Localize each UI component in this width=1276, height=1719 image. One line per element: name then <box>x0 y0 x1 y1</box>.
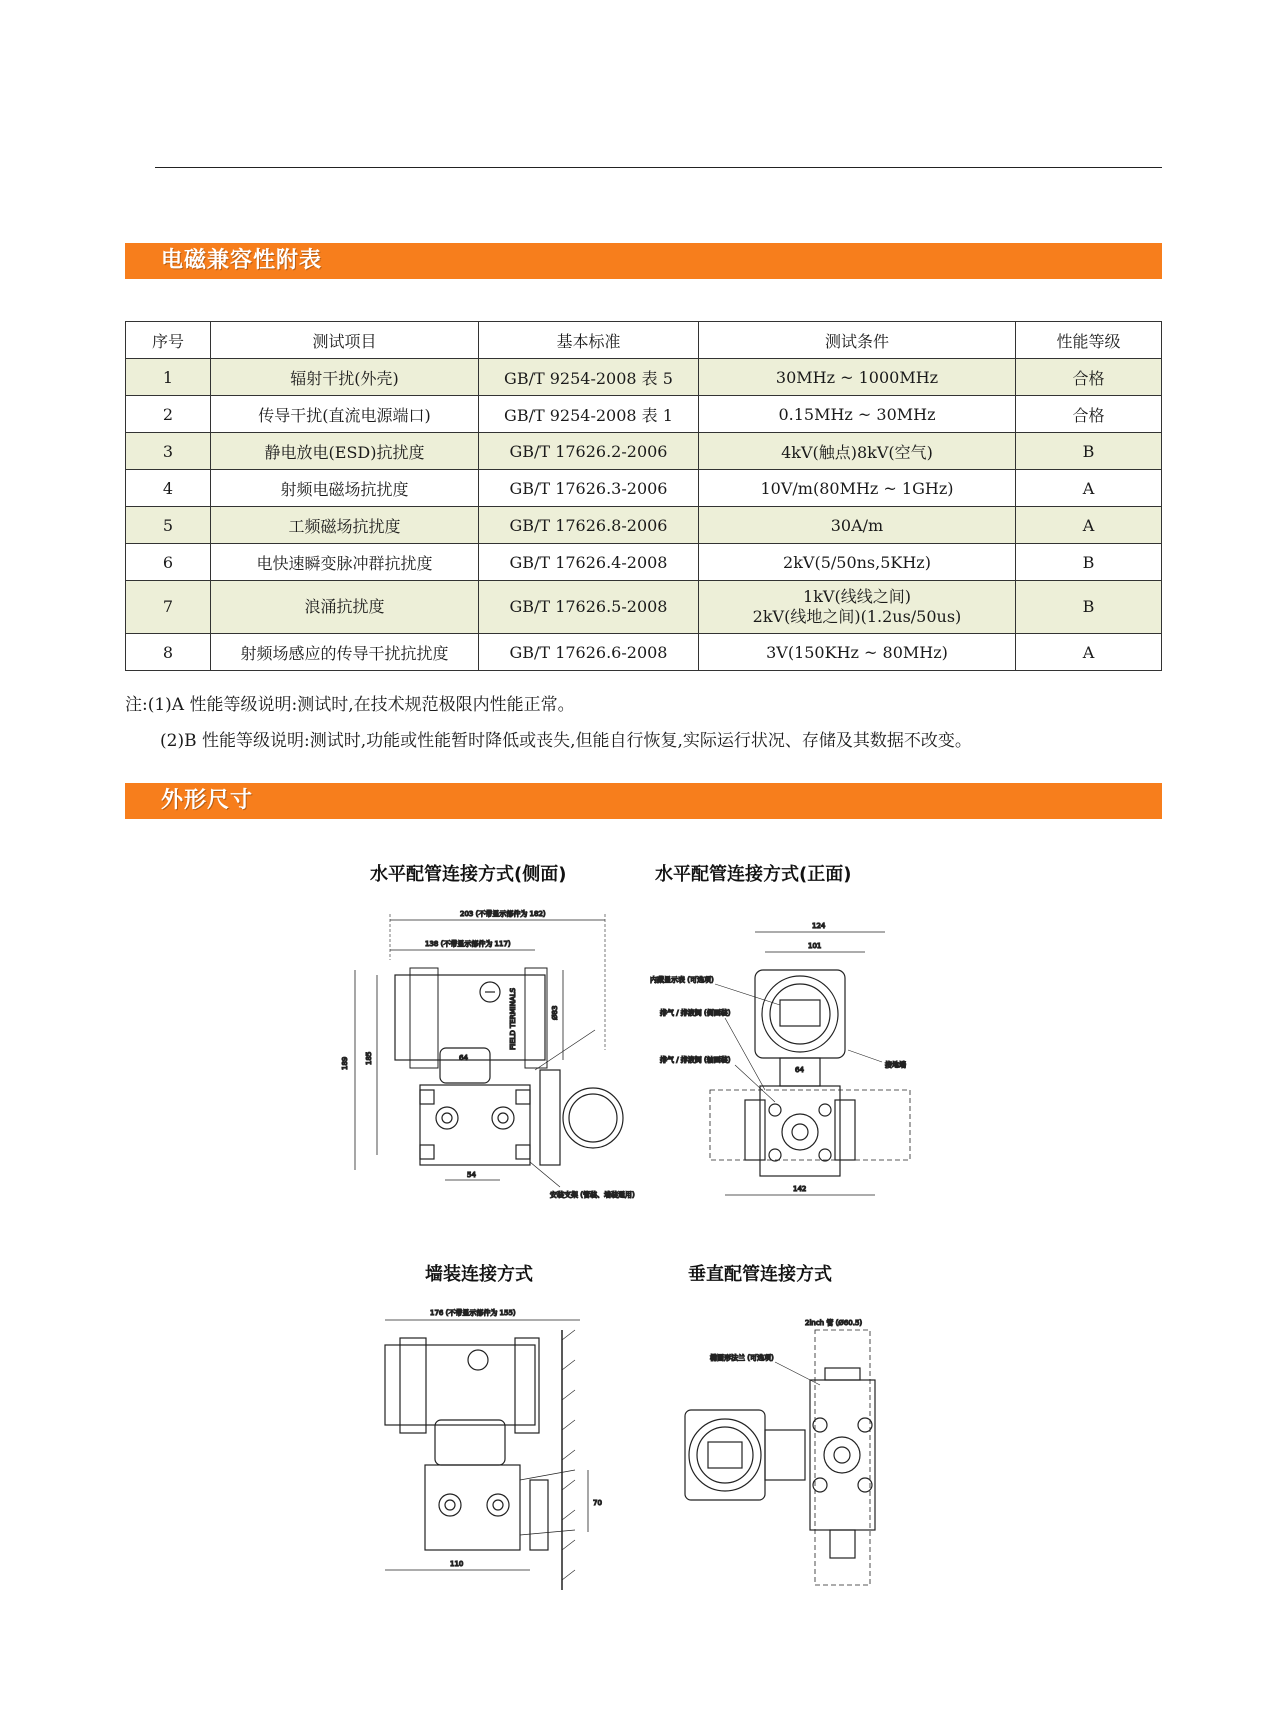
table-row <box>126 544 1162 581</box>
cell-no: 2 <box>126 396 211 433</box>
emc-table <box>125 321 1162 671</box>
cell-condition-line1: 1kV(线线之间) <box>803 587 911 606</box>
cell-standard: GB/T 17626.3-2006 <box>479 470 699 507</box>
dim-label-124: 124 <box>812 922 826 930</box>
cell-no: 5 <box>126 507 211 544</box>
caption-horizontal-side: 水平配管连接方式(侧面) <box>370 864 567 885</box>
cell-condition: 0.15MHz ~ 30MHz <box>699 396 1016 433</box>
vertical-flange <box>810 1380 875 1530</box>
dims-section-bar <box>125 783 1162 819</box>
note-grade-b: (2)B 性能等级说明:测试时,功能或性能暂时降低或丧失,但能自行恢复,实际运行状况、存储及其数据不改变。 <box>160 731 972 751</box>
col-header-grade: 性能等级 <box>1016 322 1162 359</box>
cell-standard: GB/T 17626.6-2008 <box>479 634 699 671</box>
cell-item: 工频磁场抗扰度 <box>211 507 479 544</box>
flange-label: 椭圆形法兰 (可选项) <box>710 1354 774 1362</box>
cell-item: 浪涌抗扰度 <box>211 581 479 634</box>
cell-item: 射频电磁场抗扰度 <box>211 470 479 507</box>
cell-grade: A <box>1016 634 1162 671</box>
note-grade-a: 注:(1)A 性能等级说明:测试时,在技术规范极限内性能正常。 <box>125 695 575 715</box>
dim-label-142: 142 <box>793 1185 807 1193</box>
wall-neck <box>435 1420 505 1465</box>
cell-condition: 4kV(触点)8kV(空气) <box>699 433 1016 470</box>
pressure-capsule <box>420 1085 530 1165</box>
cell-grade: B <box>1016 544 1162 581</box>
leader-line <box>535 1030 595 1070</box>
ground-label: 接地端 <box>885 1061 906 1069</box>
vertical-neck <box>765 1430 805 1480</box>
table-header-row <box>126 322 1162 359</box>
dim-label-d83: Ø83 <box>551 1005 559 1020</box>
cell-grade: B <box>1016 581 1162 634</box>
pipe-label: 2inch 管 (Ø60.5) <box>805 1319 863 1327</box>
cell-condition: 3V(150KHz ~ 80MHz) <box>699 634 1016 671</box>
dim-label-110: 110 <box>450 1560 464 1568</box>
cell-no: 7 <box>126 581 211 634</box>
wall-bracket <box>530 1480 548 1550</box>
wall-mount-drawing <box>370 1300 610 1610</box>
cell-grade: 合格 <box>1016 359 1162 396</box>
col-header-no: 序号 <box>126 322 211 359</box>
table-row <box>126 396 1162 433</box>
vent-side-label: 排气 / 排液阀 (侧面装) <box>660 1009 731 1017</box>
cell-no: 4 <box>126 470 211 507</box>
dim-label-176: 176 (不带显示部件为 155) <box>430 1309 516 1317</box>
cell-condition-line2: 2kV(线地之间)(1.2us/50us) <box>752 607 962 626</box>
cell-grade: B <box>1016 433 1162 470</box>
cell-item: 辐射干扰(外壳) <box>211 359 479 396</box>
cell-condition: 10V/m(80MHz ~ 1GHz) <box>699 470 1016 507</box>
display-label: 内藏显示表 (可选项) <box>650 976 714 984</box>
cell-item: 射频场感应的传导干扰抗扰度 <box>211 634 479 671</box>
cell-condition: 30A/m <box>699 507 1016 544</box>
cell-standard: GB/T 17626.2-2006 <box>479 433 699 470</box>
col-header-item: 测试项目 <box>211 322 479 359</box>
top-rule <box>155 167 1162 168</box>
front-display-window <box>762 976 838 1052</box>
side-view-drawing <box>335 900 655 1210</box>
caption-wall: 墙装连接方式 <box>425 1264 533 1285</box>
cell-condition <box>699 581 1016 634</box>
wall-housing <box>385 1345 535 1425</box>
cell-item: 静电放电(ESD)抗扰度 <box>211 433 479 470</box>
cell-condition: 2kV(5/50ns,5KHz) <box>699 544 1016 581</box>
dims-section-title: 外形尺寸 <box>161 788 254 813</box>
table-row <box>126 433 1162 470</box>
col-header-standard: 基本标准 <box>479 322 699 359</box>
cell-no: 3 <box>126 433 211 470</box>
dim-label-189: 189 <box>341 1056 349 1070</box>
cell-no: 8 <box>126 634 211 671</box>
dim-label-54: 54 <box>467 1171 476 1179</box>
dim-label-70: 70 <box>593 1499 602 1507</box>
cell-grade: A <box>1016 470 1162 507</box>
dim-label-185: 185 <box>365 1051 373 1065</box>
cell-standard: GB/T 17626.8-2006 <box>479 507 699 544</box>
cell-no: 1 <box>126 359 211 396</box>
cell-item: 传导干扰(直流电源端口) <box>211 396 479 433</box>
cell-standard: GB/T 9254-2008 表 1 <box>479 396 699 433</box>
dim-label-64: 64 <box>459 1054 468 1062</box>
front-housing <box>755 970 845 1058</box>
table-row <box>126 634 1162 671</box>
col-header-condition: 测试条件 <box>699 322 1016 359</box>
bracket-label: 安装支架 (管装、墙装通用) <box>550 1191 635 1199</box>
cell-no: 6 <box>126 544 211 581</box>
cell-item: 电快速瞬变脉冲群抗扰度 <box>211 544 479 581</box>
dim-label-138: 138 (不带显示部件为 117) <box>425 940 511 948</box>
front-dim-label-64: 64 <box>795 1066 804 1074</box>
mounting-bracket <box>540 1070 560 1165</box>
caption-vertical: 垂直配管连接方式 <box>688 1264 832 1285</box>
dim-label-101: 101 <box>808 942 822 950</box>
terminals-label: FIELD TERMINALS <box>509 987 517 1050</box>
table-row <box>126 359 1162 396</box>
cell-grade: A <box>1016 507 1162 544</box>
cell-standard: GB/T 9254-2008 表 5 <box>479 359 699 396</box>
cell-grade: 合格 <box>1016 396 1162 433</box>
table-row <box>126 470 1162 507</box>
table-row <box>126 581 1162 634</box>
cell-standard: GB/T 17626.5-2008 <box>479 581 699 634</box>
cell-condition: 30MHz ~ 1000MHz <box>699 359 1016 396</box>
table-row <box>126 507 1162 544</box>
dim-label-203: 203 (不带显示部件为 182) <box>460 910 546 918</box>
front-view-drawing <box>650 910 920 1210</box>
emc-section-bar <box>125 243 1162 279</box>
electronics-housing <box>395 975 545 1060</box>
cell-standard: GB/T 17626.4-2008 <box>479 544 699 581</box>
vent-axial-label: 排气 / 排液阀 (轴面装) <box>660 1056 731 1064</box>
front-pipe-outline <box>710 1090 910 1160</box>
emc-section-title: 电磁兼容性附表 <box>161 248 323 273</box>
vertical-pipe-drawing <box>670 1310 920 1600</box>
pipe-section <box>563 1088 623 1148</box>
caption-horizontal-front: 水平配管连接方式(正面) <box>655 864 852 885</box>
